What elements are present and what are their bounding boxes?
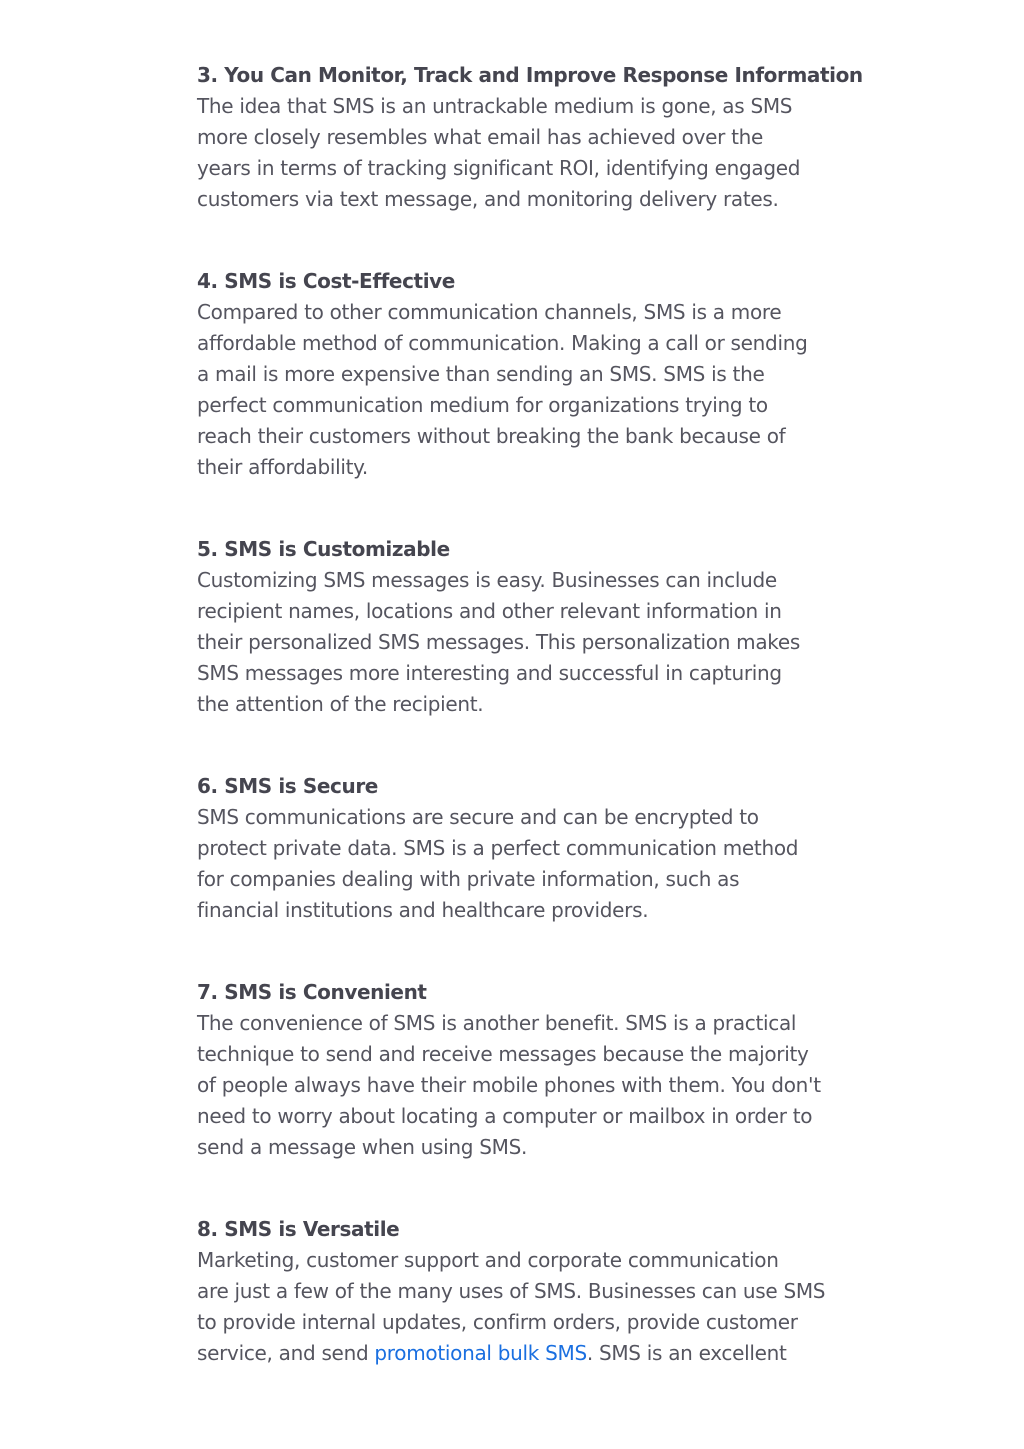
section-heading: 6. SMS is Secure [197, 774, 378, 798]
paragraph-line: customers via text message, and monitoring delivery rates. [197, 187, 779, 211]
paragraph-line: technique to send and receive messages because the majority [197, 1042, 809, 1066]
section-versatile [197, 1214, 867, 1369]
section-heading: 7. SMS is Convenient [197, 980, 427, 1004]
paragraph-line: reach their customers without breaking the bank because of [197, 424, 786, 448]
section-heading: 8. SMS is Versatile [197, 1217, 400, 1241]
paragraph-line: send a message when using SMS. [197, 1135, 528, 1159]
paragraph-line: need to worry about locating a computer or mailbox in order to [197, 1104, 813, 1128]
promotional-bulk-sms-link[interactable]: promotional bulk SMS [374, 1341, 587, 1365]
paragraph-line: SMS messages more interesting and successful in capturing [197, 661, 782, 685]
paragraph-line: Compared to other communication channels, SMS is a more [197, 300, 782, 324]
paragraph-line: more closely resembles what email has achieved over the [197, 125, 764, 149]
paragraph-line: of people always have their mobile phones with them. You don't [197, 1073, 821, 1097]
paragraph-line: affordable method of communication. Making a call or sending [197, 331, 808, 355]
paragraph-line: a mail is more expensive than sending an SMS. SMS is the [197, 362, 765, 386]
paragraph-line: Customizing SMS messages is easy. Businesses can include [197, 568, 777, 592]
paragraph-line-with-link [197, 1338, 867, 1369]
paragraph-line: for companies dealing with private information, such as [197, 867, 740, 891]
paragraph-line: are just a few of the many uses of SMS. Businesses can use SMS [197, 1279, 826, 1303]
article-body [197, 60, 867, 1420]
paragraph-line: protect private data. SMS is a perfect communication method [197, 836, 799, 860]
paragraph-line: SMS communications are secure and can be encrypted to [197, 805, 759, 829]
paragraph-line: years in terms of tracking significant ROI, identifying engaged [197, 156, 801, 180]
paragraph-line: The convenience of SMS is another benefit. SMS is a practical [197, 1011, 797, 1035]
paragraph-line: perfect communication medium for organizations trying to [197, 393, 768, 417]
paragraph-line: the attention of the recipient. [197, 692, 484, 716]
paragraph-line: their affordability. [197, 455, 368, 479]
paragraph-line: The idea that SMS is an untrackable medium is gone, as SMS [197, 94, 793, 118]
section-convenient [197, 977, 867, 1163]
text-after-link: . SMS is an excellent [586, 1341, 787, 1365]
paragraph-line: financial institutions and healthcare providers. [197, 898, 649, 922]
paragraph-line: recipient names, locations and other relevant information in [197, 599, 782, 623]
section-cost-effective [197, 266, 867, 483]
section-customizable [197, 534, 867, 720]
section-heading: 4. SMS is Cost-Effective [197, 269, 455, 293]
section-heading: 5. SMS is Customizable [197, 537, 450, 561]
text-before-link: service, and send [197, 1341, 375, 1365]
section-secure [197, 771, 867, 926]
paragraph-line: their personalized SMS messages. This personalization makes [197, 630, 800, 654]
paragraph-line: Marketing, customer support and corporate communication [197, 1248, 779, 1272]
section-monitor-track [197, 60, 867, 215]
section-heading: 3. You Can Monitor, Track and Improve Response Information [197, 63, 863, 87]
paragraph-line: to provide internal updates, confirm orders, provide customer [197, 1310, 798, 1334]
